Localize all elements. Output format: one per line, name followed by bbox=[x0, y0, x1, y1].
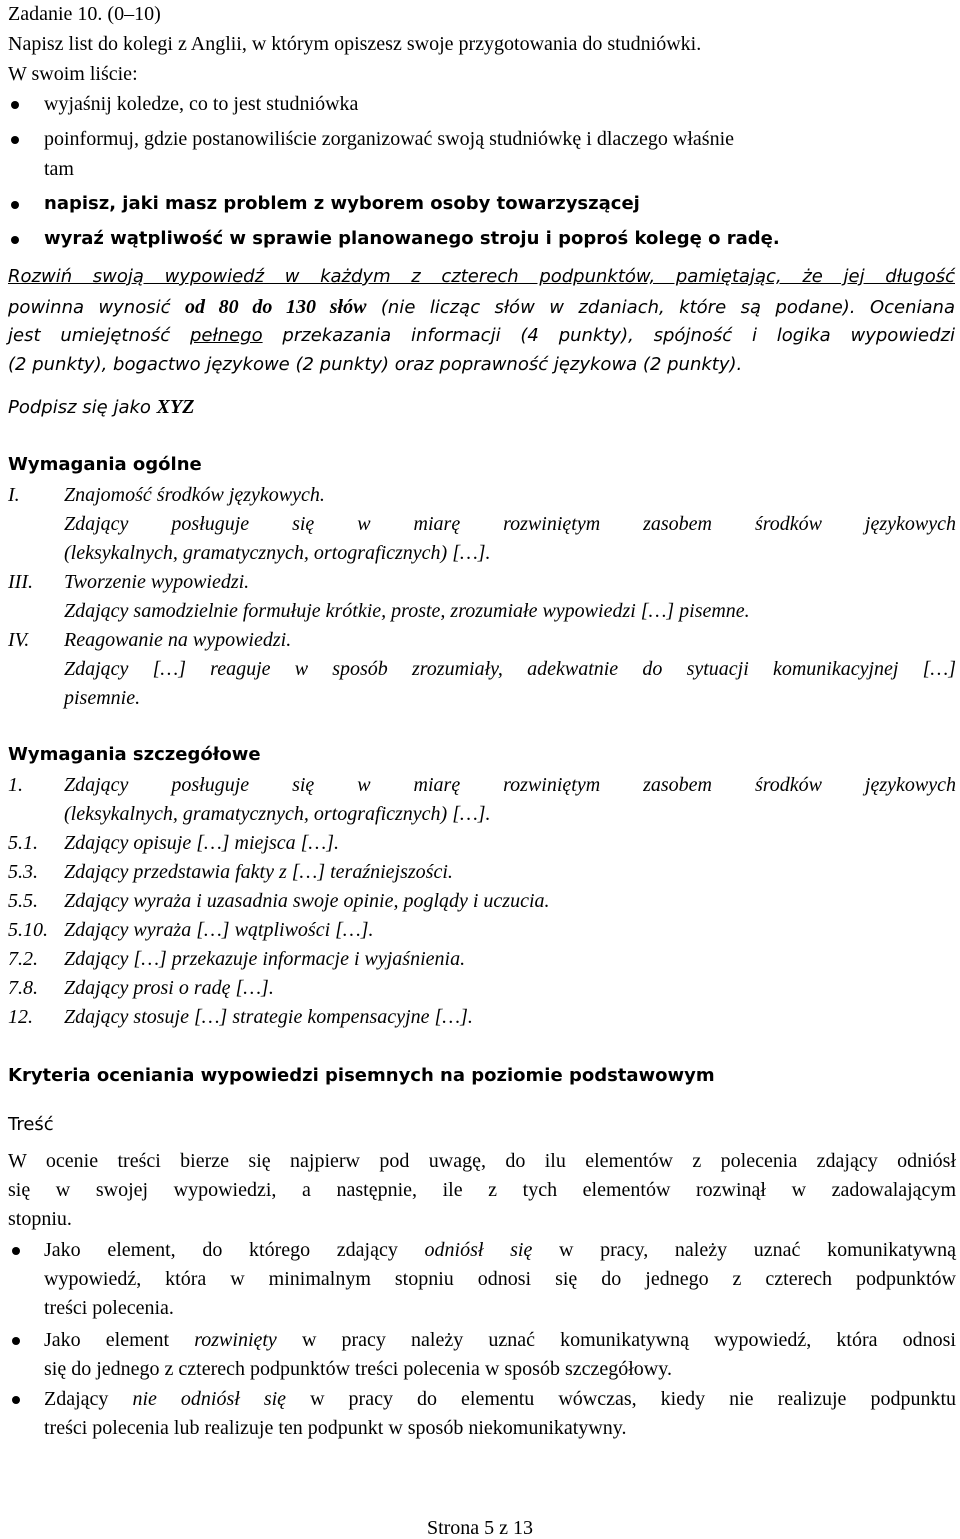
task-intro: Napisz list do kolegi z Anglii, w którym opiszesz swoje przygotowania do studniówki. bbox=[8, 33, 702, 55]
criteria-term: rozwinięty bbox=[194, 1329, 277, 1351]
detailed-num: 5.5. bbox=[8, 890, 38, 912]
task-instruction-line bbox=[8, 327, 955, 345]
task-intro-list-lead: W swoim liście: bbox=[8, 63, 138, 85]
task-bullet: napisz, jaki masz problem z wyborem osoby towarzyszącej bbox=[44, 193, 640, 214]
criteria-paragraph-line: się w swojej wypowiedzi, a następnie, ile z tych elementów rozwinął w zadowalającym bbox=[8, 1179, 956, 1201]
detailed-line: Zdający wyraża i uzasadnia swoje opinie, poglądy i uczucia. bbox=[64, 890, 550, 912]
criteria-bullet-line bbox=[44, 1240, 956, 1260]
task-signature-line bbox=[8, 397, 194, 417]
detailed-line: Zdający […] przekazuje informacje i wyjaśnienia. bbox=[64, 948, 466, 970]
detailed-line: (leksykalnych, gramatycznych, ortograficznych) […]. bbox=[64, 803, 491, 825]
general-title: Reagowanie na wypowiedzi. bbox=[64, 629, 292, 651]
task-bullet: wyjaśnij koledze, co to jest studniówka bbox=[44, 93, 359, 115]
detailed-line: Zdający przedstawia fakty z […] teraźniejszości. bbox=[64, 861, 453, 883]
signature-value: XYZ bbox=[156, 396, 195, 418]
criteria-subheading: Treść bbox=[8, 1114, 54, 1135]
detailed-num: 5.1. bbox=[8, 832, 38, 854]
detailed-line: Zdający wyraża […] wątpliwości […]. bbox=[64, 919, 374, 941]
criteria-text: w pracy należy uznać komunikatywną wypowiedź, która odnosi bbox=[276, 1329, 956, 1351]
detailed-num: 1. bbox=[8, 774, 23, 796]
bullet-icon bbox=[11, 136, 19, 144]
criteria-heading: Kryteria oceniania wypowiedzi pisemnych na poziomie podstawowym bbox=[8, 1065, 715, 1086]
criteria-bullet-line bbox=[44, 1330, 956, 1350]
criteria-text: Zdający bbox=[44, 1388, 133, 1410]
general-num: IV. bbox=[8, 629, 30, 651]
criteria-paragraph-line: W ocenie treści bierze się najpierw pod uwagę, do ilu elementów z polecenia zdający odniósł bbox=[8, 1150, 956, 1172]
detailed-line: Zdający stosuje […] strategie kompensacyjne […]. bbox=[64, 1006, 473, 1028]
bullet-icon bbox=[11, 236, 19, 244]
criteria-bullet-line: treści polecenia lub realizuje ten podpunkt w sposób niekomunikatywny. bbox=[44, 1417, 627, 1439]
instruction-text: Rozwiń swoją wypowiedź w każdym z czterech podpunktów, pamiętając, że jej długość bbox=[8, 266, 955, 287]
general-line: (leksykalnych, gramatycznych, ortograficznych) […]. bbox=[64, 542, 491, 564]
task-instruction-line: (2 punkty), bogactwo językowe (2 punkty) oraz poprawność językowa (2 punkty). bbox=[8, 354, 743, 375]
bullet-icon bbox=[12, 1247, 20, 1255]
criteria-text: w pracy do elementu wówczas, kiedy nie realizuje podpunktu bbox=[286, 1388, 957, 1410]
detailed-num: 12. bbox=[8, 1006, 33, 1028]
detailed-line: Zdający prosi o radę […]. bbox=[64, 977, 274, 999]
instruction-text: powinna wynosić bbox=[8, 297, 185, 318]
instruction-text: jest umiejętność bbox=[8, 325, 190, 346]
bullet-icon bbox=[11, 101, 19, 109]
general-line: Zdający […] reaguje w sposób zrozumiały, adekwatnie do sytuacji komunikacyjnej […] bbox=[64, 658, 956, 680]
general-line: pisemnie. bbox=[64, 687, 141, 709]
instruction-text: pełnego bbox=[190, 325, 263, 346]
task-bullet: poinformuj, gdzie postanowiliście zorganizować swoją studniówkę i dlaczego właśnie bbox=[44, 128, 734, 150]
detailed-num: 5.10. bbox=[8, 919, 48, 941]
task-heading: Zadanie 10. (0–10) bbox=[8, 3, 161, 25]
criteria-text: w pracy, należy uznać komunikatywną bbox=[532, 1239, 956, 1261]
bullet-icon bbox=[11, 201, 19, 209]
criteria-paragraph-line: stopniu. bbox=[8, 1208, 72, 1230]
criteria-bullet-line bbox=[44, 1389, 956, 1409]
criteria-bullet-line: się do jednego z czterech podpunktów treści polecenia w sposób szczegółowy. bbox=[44, 1358, 672, 1380]
task-instruction-line bbox=[8, 268, 955, 286]
general-num: III. bbox=[8, 571, 33, 593]
criteria-text: Jako element, do którego zdający bbox=[44, 1239, 425, 1261]
detailed-num: 7.8. bbox=[8, 977, 38, 999]
signature-label: Podpisz się jako bbox=[8, 397, 157, 418]
detailed-num: 5.3. bbox=[8, 861, 38, 883]
general-heading: Wymagania ogólne bbox=[8, 454, 202, 475]
criteria-text: Jako element bbox=[44, 1329, 195, 1351]
detailed-num: 7.2. bbox=[8, 948, 38, 970]
criteria-term: odniósł się bbox=[424, 1239, 533, 1261]
general-title: Tworzenie wypowiedzi. bbox=[64, 571, 250, 593]
criteria-bullet-line: wypowiedź, która w minimalnym stopniu odnosi się do jednego z czterech podpunktów bbox=[44, 1268, 956, 1290]
page-number: Strona 5 z 13 bbox=[426, 1517, 534, 1539]
bullet-icon bbox=[12, 1396, 20, 1404]
general-title: Znajomość środków językowych. bbox=[64, 484, 325, 506]
bullet-icon bbox=[12, 1337, 20, 1345]
instruction-text: przekazania informacji (4 punkty), spójność i logika wypowiedzi bbox=[262, 325, 955, 346]
detailed-heading: Wymagania szczegółowe bbox=[8, 744, 261, 765]
instruction-text: Oceniana bbox=[869, 297, 955, 318]
detailed-line: Zdający posługuje się w miarę rozwiniętym zasobem środków językowych bbox=[64, 774, 956, 796]
general-line: Zdający posługuje się w miarę rozwiniętym zasobem środków językowych bbox=[64, 513, 956, 535]
instruction-text: (nie licząc słów w zdaniach, które są podane). bbox=[366, 297, 870, 318]
criteria-term: nie odniósł się bbox=[132, 1388, 287, 1410]
detailed-line: Zdający opisuje […] miejsca […]. bbox=[64, 832, 339, 854]
task-bullet-continuation: tam bbox=[44, 158, 74, 180]
task-bullet: wyraź wątpliwość w sprawie planowanego stroju i poproś kolegę o radę. bbox=[44, 228, 780, 249]
criteria-bullet-line: treści polecenia. bbox=[44, 1297, 174, 1319]
general-num: I. bbox=[8, 484, 20, 506]
word-limit: od 80 do 130 słów bbox=[184, 296, 367, 318]
task-instruction-line bbox=[8, 297, 955, 317]
general-line: Zdający samodzielnie formułuje krótkie, proste, zrozumiałe wypowiedzi […] pisemne. bbox=[64, 600, 750, 622]
